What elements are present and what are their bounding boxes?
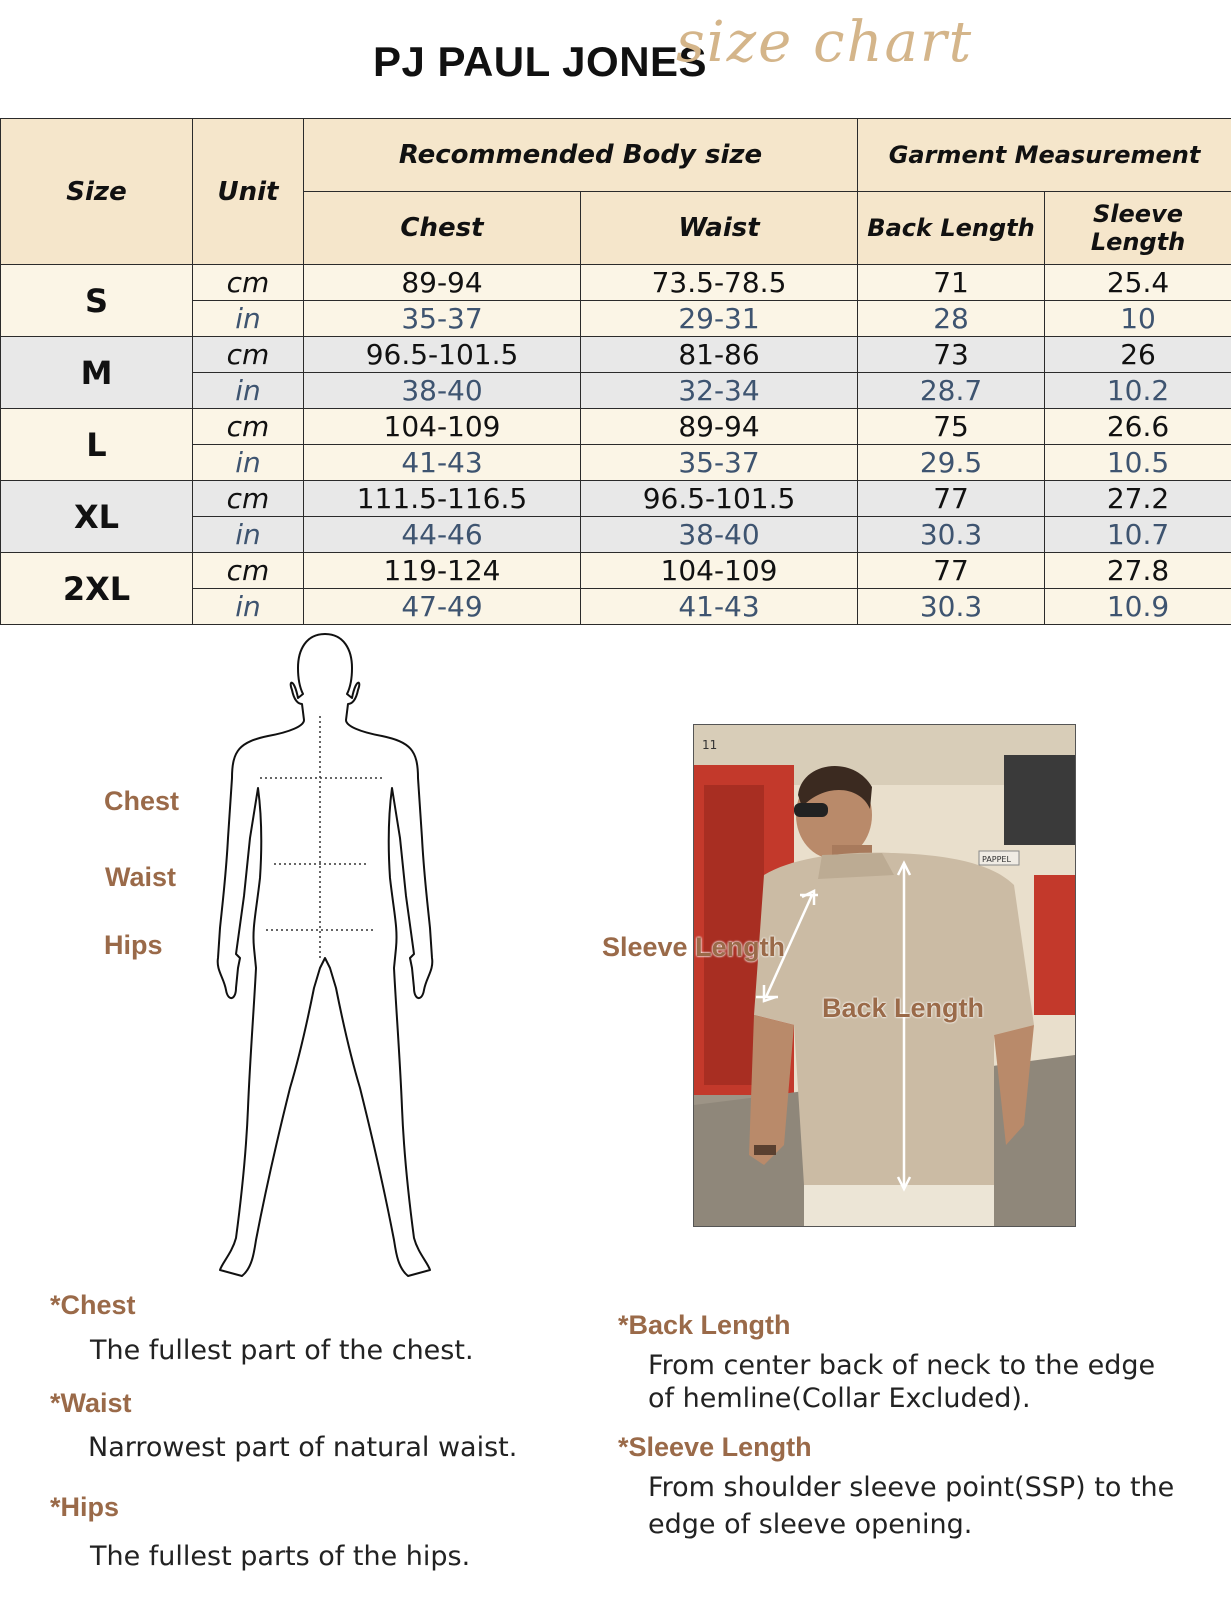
header-garment: Garment Measurement [858,119,1231,192]
chest-cell: 104-109 [304,409,581,445]
figure-label-waist: Waist [105,862,177,892]
definition-sleeve-length-title: *Sleeve Length [618,1432,812,1462]
back-cell: 30.3 [858,589,1045,625]
unit-cell: in [193,589,304,625]
unit-cell: cm [193,553,304,589]
definition-waist-text: Narrowest part of natural waist. [88,1432,518,1463]
photo-label-back-length: Back Length [822,993,985,1023]
definition-chest-title: *Chest [50,1290,136,1320]
definition-chest-text: The fullest part of the chest. [90,1335,474,1366]
chest-cell: 96.5-101.5 [304,337,581,373]
header-body-size: Recommended Body size [304,119,858,192]
chest-cell: 41-43 [304,445,581,481]
figure-label-hips: Hips [104,930,163,960]
chest-cell: 35-37 [304,301,581,337]
waist-cell: 41-43 [581,589,858,625]
chest-cell: 38-40 [304,373,581,409]
definition-hips-text: The fullest parts of the hips. [90,1541,471,1572]
photo-sign-text: PAPPEL [982,855,1011,864]
chest-cell: 89-94 [304,265,581,301]
sleeve-cell: 10.9 [1045,589,1231,625]
table-header-row [1,119,1231,192]
back-cell: 73 [858,337,1045,373]
sleeve-cell: 10.5 [1045,445,1231,481]
unit-cell: cm [193,337,304,373]
back-cell: 77 [858,481,1045,517]
back-cell: 30.3 [858,517,1045,553]
unit-cell: in [193,373,304,409]
definition-waist-title: *Waist [50,1388,132,1418]
header-sleeve-length: Sleeve Length [1045,192,1231,265]
sleeve-cell: 26.6 [1045,409,1231,445]
sleeve-cell: 10.2 [1045,373,1231,409]
size-table [0,118,1231,625]
definition-sleeve-length-text-1: From shoulder sleeve point(SSP) to the [648,1472,1175,1503]
size-cell: S [1,265,193,337]
table-row [1,337,1231,373]
brand-title: PJ PAUL JONES [373,38,708,85]
back-cell: 28.7 [858,373,1045,409]
table-row [1,409,1231,445]
photo-label-sleeve-length: Sleeve Length [602,932,786,962]
sleeve-cell: 27.2 [1045,481,1231,517]
unit-cell: cm [193,265,304,301]
definition-back-length-text-1: From center back of neck to the edge [648,1350,1156,1381]
waist-cell: 104-109 [581,553,858,589]
sleeve-cell: 26 [1045,337,1231,373]
header-unit: Unit [193,119,304,265]
table-row [1,553,1231,589]
table-row [1,481,1231,517]
header-size: Size [1,119,193,265]
waist-cell: 38-40 [581,517,858,553]
unit-cell: in [193,445,304,481]
unit-cell: in [193,517,304,553]
header-waist: Waist [581,192,858,265]
size-cell: XL [1,481,193,553]
back-cell: 77 [858,553,1045,589]
table-row [1,265,1231,301]
definition-hips-title: *Hips [50,1492,120,1522]
chest-cell: 47-49 [304,589,581,625]
header-back-length: Back Length [858,192,1045,265]
sleeve-cell: 25.4 [1045,265,1231,301]
back-cell: 28 [858,301,1045,337]
sleeve-cell: 10 [1045,301,1231,337]
body-outline-figure [210,628,440,1288]
waist-cell: 89-94 [581,409,858,445]
photo-door-number: 11 [702,738,718,752]
chest-cell: 44-46 [304,517,581,553]
size-cell: L [1,409,193,481]
sleeve-cell: 10.7 [1045,517,1231,553]
unit-cell: in [193,301,304,337]
back-cell: 71 [858,265,1045,301]
waist-cell: 73.5-78.5 [581,265,858,301]
unit-cell: cm [193,409,304,445]
header [0,0,1231,118]
back-cell: 29.5 [858,445,1045,481]
waist-cell: 35-37 [581,445,858,481]
size-cell: M [1,337,193,409]
definition-back-length-title: *Back Length [618,1310,791,1340]
size-chart-script: size chart [676,10,974,75]
waist-cell: 81-86 [581,337,858,373]
chest-cell: 111.5-116.5 [304,481,581,517]
header-chest: Chest [304,192,581,265]
waist-cell: 32-34 [581,373,858,409]
unit-cell: cm [193,481,304,517]
figure-label-chest: Chest [104,786,180,816]
model-back-photo [693,724,1076,1227]
waist-cell: 96.5-101.5 [581,481,858,517]
definition-sleeve-length-text-2: edge of sleeve opening. [648,1509,973,1540]
chest-cell: 119-124 [304,553,581,589]
size-cell: 2XL [1,553,193,625]
definition-back-length-text-2: of hemline(Collar Excluded). [648,1383,1031,1414]
waist-cell: 29-31 [581,301,858,337]
sleeve-cell: 27.8 [1045,553,1231,589]
back-cell: 75 [858,409,1045,445]
